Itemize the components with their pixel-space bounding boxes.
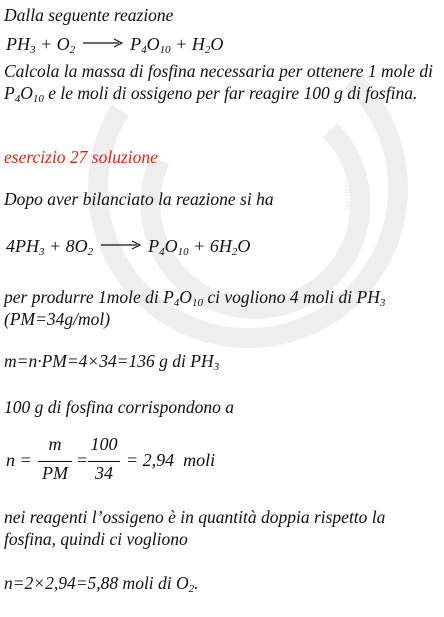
unbalanced-reaction: $PH_3 + O_2$ $P_4O_{10} + H_2O$ xyxy=(6,34,224,56)
watermark-text: chimicaoline xyxy=(342,140,357,212)
balanced-intro: Dopo aver bilanciato la reazione si ha xyxy=(4,189,274,209)
balanced-reaction: $4PH_3 + 8O_2$ $P_4O_{10} + 6H_2O$ xyxy=(6,236,251,258)
reaction-arrow-icon xyxy=(83,38,123,48)
solution-title: esercizio 27 soluzione xyxy=(4,147,158,167)
frac2-num: 100 xyxy=(90,434,118,454)
eq-lhs: n = xyxy=(6,450,32,470)
eq-result: = 2,94 moli xyxy=(126,450,216,470)
frac1-den: PM xyxy=(42,463,68,483)
reaction-arrow-icon xyxy=(101,240,141,250)
final-calculation: n=2×2,94=5,88 moli di $O_2$. xyxy=(4,573,199,595)
moles-equation xyxy=(0,430,444,490)
correspond-text: 100 g di fosfina corrispondono a xyxy=(4,397,234,417)
eq-sign: = xyxy=(76,450,89,470)
frac2-den: 34 xyxy=(95,463,113,483)
production-text: per produrre 1mole di $P_4O_{10}$ ci vogliono 4 moli di $PH_3$ (PM=34g/mol) xyxy=(4,287,386,329)
frac1-num: m xyxy=(48,434,62,454)
question-text: Calcola la massa di fosfina necessaria per ottenere 1 mole di $P_4O_{10}$ e le moli di ossigeno per far reagire 100 g di fosfina. xyxy=(4,61,434,105)
mass-calculation: m=n·PM=4×34=136 g di $PH_3$ xyxy=(4,351,220,373)
oxygen-text: nei reagenti l’ossigeno è in quantità doppia rispetto la fosfina, quindi ci vogliono xyxy=(4,507,386,549)
intro-text: Dalla seguente reazione xyxy=(4,5,174,25)
